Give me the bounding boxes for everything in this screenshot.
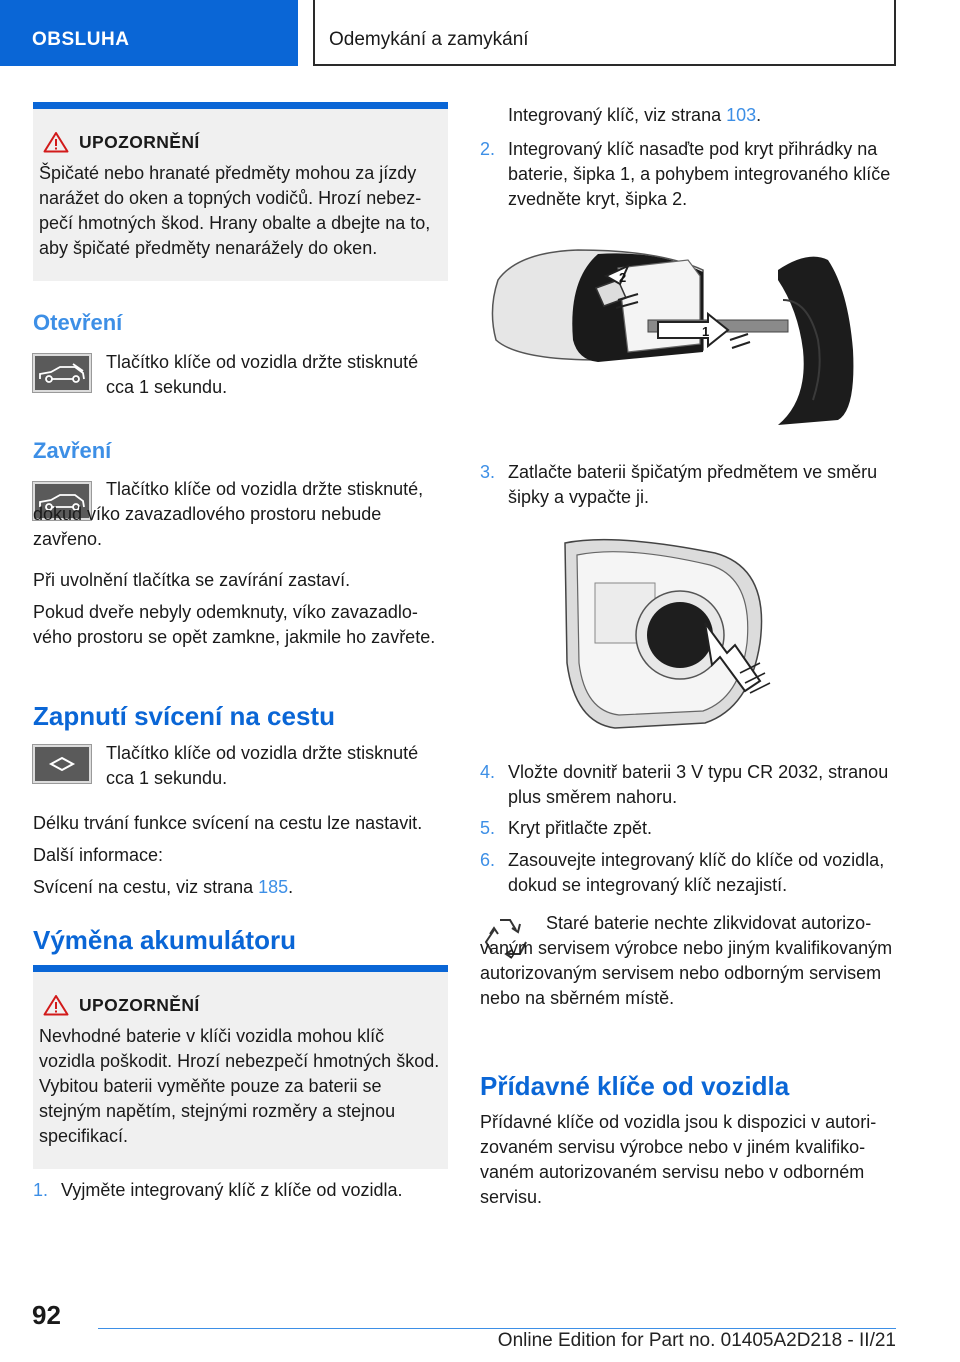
trunk-button-open — [33, 354, 91, 392]
step-1-continued: Integrovaný klíč, viz strana 103. — [508, 105, 762, 125]
step-number: 4. — [480, 762, 496, 782]
chapter-label: Odemykání a zamykání — [329, 29, 529, 50]
close-release-text: Při uvolnění tlačítka se zavírání zastaví. — [33, 570, 351, 590]
step-text: Zatlačte baterii špičatým předmětem ve směru šipky a vypačte ji. — [508, 462, 878, 507]
light-text: Tlačítko klíče od vozidla držte stisknuté cca 1 sekundu. — [106, 743, 419, 788]
warning-header — [43, 131, 448, 153]
light-button — [33, 745, 91, 783]
diamond-icon — [47, 756, 77, 772]
step-text: Integrovaný klíč nasaďte pod kryt přihrádky na baterie, šipka 1, a pohybem integrovaného klíče zvedněte kryt, šipka 2. — [508, 139, 891, 209]
warning-box-sharp-objects — [33, 102, 448, 281]
step-number: 6. — [480, 850, 496, 870]
page-number: 92 — [32, 1300, 61, 1330]
battery-removal-illustration — [555, 533, 780, 733]
warning-triangle-icon — [43, 131, 69, 153]
step-4 — [480, 760, 898, 810]
step-text: Vložte dovnitř baterii 3 V typu CR 2032, stranou plus směrem nahoru. — [508, 762, 889, 807]
warning-triangle-icon — [43, 994, 69, 1016]
light-duration-text: Délku trvání funkce svícení na cestu lze nastavit. — [33, 813, 423, 833]
footer-edition: Online Edition for Part no. 01405A2D218 - II/21 — [497, 1330, 896, 1351]
step-5 — [480, 816, 898, 841]
warning-box-battery — [33, 965, 448, 1169]
heading-light: Zapnutí svícení na cestu — [33, 701, 335, 731]
heading-battery: Výměna akumulátoru — [33, 925, 296, 955]
trunk-car-icon — [37, 362, 87, 384]
light-reference: Svícení na cestu, viz strana 185. — [33, 877, 294, 897]
chapter-tab — [313, 0, 896, 66]
step-number: 2. — [480, 139, 496, 159]
warning-text: Nevhodné baterie v klíči vozidla mohou klíč vozidla poškodit. Hrozí nebezpečí hmotných škod. Vybitou baterii vyměňte pouze za baterii se stejným napětím, stejnými rozměry a stejnou specifikací. — [39, 1026, 440, 1146]
step-text: Kryt přitlačte zpět. — [508, 818, 653, 838]
section-tab — [0, 0, 298, 66]
step-3 — [480, 460, 898, 510]
warning-header — [43, 994, 448, 1016]
step-number: 5. — [480, 818, 496, 838]
heading-close: Zavření — [33, 438, 112, 463]
close-lock-text: Pokud dveře nebyly odemknuty, víko zavazadlového prostoru se opět zamkne, jakmile ho zavřete. — [33, 602, 436, 647]
page-link-185[interactable]: 185 — [258, 877, 289, 897]
step-number: 3. — [480, 462, 496, 482]
section-label: OBSLUHA — [32, 29, 130, 50]
extra-keys-text: Přídavné klíče od vozidla jsou k dispozici v autorizovaném servisu výrobce nebo v jiném kvalifikovaném autorizovaném servisu nebo v odborném servisu. — [480, 1112, 877, 1207]
page-link-103[interactable]: 103 — [726, 105, 757, 125]
step-number: 1. — [33, 1180, 49, 1200]
close-text: Tlačítko klíče od vozidla držte stisknuté, dokud víko zavazadlového prostoru nebude zavřeno. — [33, 479, 424, 549]
warning-label: UPOZORNĚNÍ — [79, 131, 200, 152]
open-text: Tlačítko klíče od vozidla držte stisknuté cca 1 sekundu. — [106, 352, 419, 397]
step-text: Zasouvejte integrovaný klíč do klíče od vozidla, dokud se integrovaný klíč nezajistí. — [508, 850, 885, 895]
warning-text: Špičaté nebo hranaté předměty mohou za jízdy narážet do oken a topných vodičů. Hrozí nebezpečí hmotných škod. Hrany obalte a dbejte na to, aby špičaté předměty nenarážely do oken. — [39, 163, 431, 258]
key-cover-removal-illustration — [478, 240, 898, 430]
recycle-note: Staré baterie nechte zlikvidovat autorizovaným servisem výrobce nebo jiným kvalifikovaným autorizovaným servisem nebo odborným servisem nebo na sběrném místě. — [480, 913, 893, 1008]
step-text: Vyjměte integrovaný klíč z klíče od vozidla. — [61, 1180, 403, 1200]
warning-label: UPOZORNĚNÍ — [79, 994, 200, 1015]
step-1 — [33, 1178, 445, 1203]
more-info-label: Další informace: — [33, 845, 164, 865]
footer-divider — [98, 1328, 896, 1329]
arrow-1-label: 1 — [702, 324, 710, 339]
step-2 — [480, 137, 898, 212]
arrow-2-label: 2 — [619, 270, 627, 285]
heading-extra-keys: Přídavné klíče od vozidla — [480, 1071, 790, 1101]
step-6 — [480, 848, 898, 898]
heading-open: Otevření — [33, 310, 123, 335]
